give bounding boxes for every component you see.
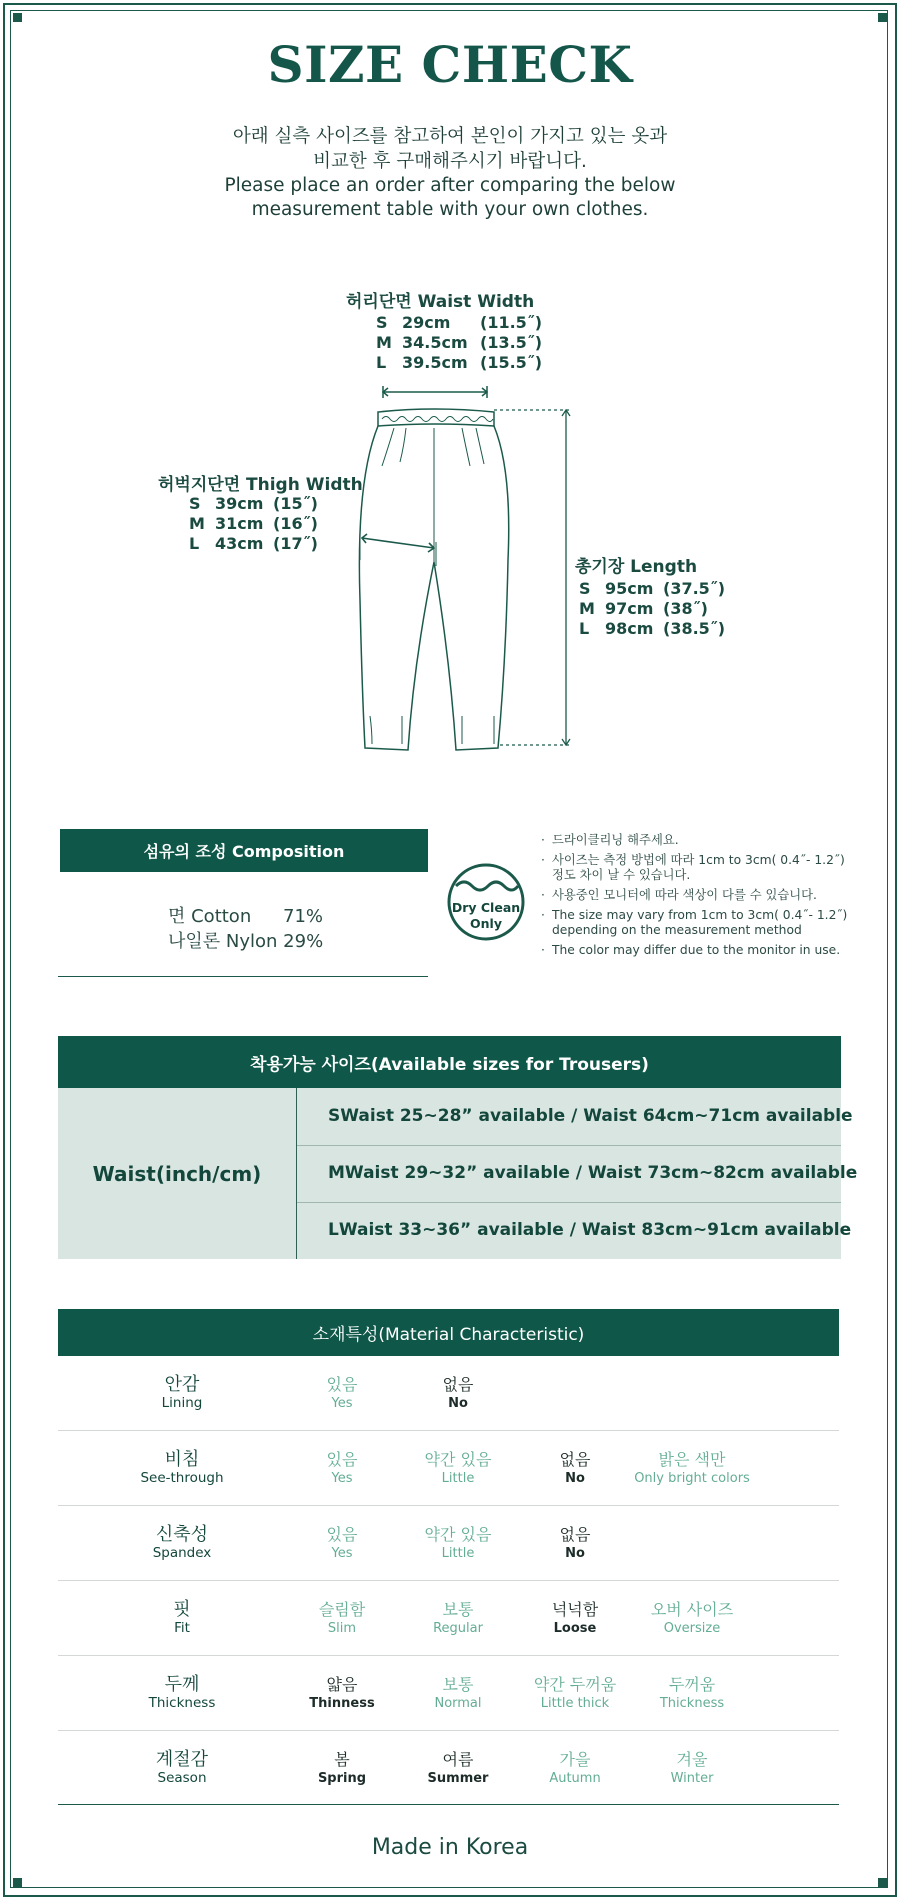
material-option bbox=[393, 1731, 523, 1806]
material-option bbox=[277, 1656, 407, 1731]
label-ko: 핏 bbox=[173, 1599, 191, 1620]
material-row-label bbox=[102, 1506, 262, 1581]
material-option bbox=[277, 1581, 407, 1656]
option-en: Yes bbox=[331, 1471, 353, 1486]
option-en: No bbox=[565, 1546, 585, 1561]
option-en: Regular bbox=[433, 1621, 483, 1636]
thigh-row: L 43cm (17˝) bbox=[189, 534, 318, 553]
option-en: Normal bbox=[434, 1696, 482, 1711]
material-option bbox=[627, 1581, 757, 1656]
composition-header: 섬유의 조성 Composition bbox=[60, 829, 428, 872]
material-row-label bbox=[102, 1356, 262, 1431]
option-en: Spring bbox=[317, 1771, 367, 1786]
material-option bbox=[277, 1506, 407, 1581]
option-ko: 봄 bbox=[334, 1750, 350, 1769]
label-ko: 안감 bbox=[164, 1374, 200, 1395]
available-sizes-table bbox=[58, 1088, 858, 1259]
waist-row: S 29cm (11.5˝) bbox=[376, 313, 543, 332]
length-title: 총기장 Length bbox=[575, 557, 698, 577]
available-row: M Waist 29~32” available / Waist 73cm~82cm available bbox=[328, 1163, 858, 1183]
care-note: · The size may vary from 1cm to 3cm( 0.4˝- 1.2˝) depending on the measurement method bbox=[540, 908, 860, 938]
page-title: SIZE CHECK bbox=[267, 35, 633, 94]
option-en: Thickness bbox=[659, 1696, 725, 1711]
option-en: Yes bbox=[331, 1396, 353, 1411]
option-ko: 겨울 bbox=[676, 1750, 708, 1769]
corner-square bbox=[13, 1878, 22, 1887]
option-ko: 있음 bbox=[326, 1525, 358, 1544]
material-option bbox=[277, 1431, 407, 1506]
material-option bbox=[277, 1356, 407, 1431]
label-ko: 두께 bbox=[164, 1674, 200, 1695]
material-option bbox=[393, 1581, 523, 1656]
available-row: L Waist 33~36” available / Waist 83cm~91cm available bbox=[328, 1220, 852, 1240]
available-sizes-header: 착용가능 사이즈(Available sizes for Trousers) bbox=[58, 1036, 841, 1088]
care-note: · 드라이클리닝 해주세요. bbox=[540, 833, 860, 848]
label-en: Fit bbox=[174, 1620, 190, 1636]
material-option bbox=[627, 1431, 757, 1506]
option-ko: 약간 있음 bbox=[424, 1525, 492, 1544]
option-en: No bbox=[448, 1396, 468, 1411]
care-notes bbox=[540, 833, 860, 963]
material-row bbox=[58, 1731, 839, 1806]
dry-clean-line2: Only bbox=[470, 916, 502, 931]
option-ko: 가을 bbox=[559, 1750, 591, 1769]
option-en: Summer bbox=[427, 1771, 489, 1786]
length-row: S 95cm (37.5˝) bbox=[579, 579, 726, 598]
option-ko: 약간 있음 bbox=[424, 1450, 492, 1469]
label-ko: 계절감 bbox=[155, 1749, 209, 1770]
material-option bbox=[510, 1656, 640, 1731]
label-ko: 신축성 bbox=[155, 1524, 209, 1545]
composition-row: 면 Cotton 71% bbox=[168, 906, 324, 927]
available-label: Waist(inch/cm) bbox=[92, 1161, 262, 1186]
label-en: Lining bbox=[161, 1395, 203, 1411]
intro-ko-line2: 비교한 후 구매해주시기 바랍니다. bbox=[313, 151, 587, 172]
option-en: Yes bbox=[331, 1546, 353, 1561]
option-ko: 여름 bbox=[442, 1750, 474, 1769]
option-ko: 보통 bbox=[442, 1600, 474, 1619]
material-option bbox=[510, 1581, 640, 1656]
option-en: Winter bbox=[670, 1771, 714, 1786]
care-note: · 사이즈는 측정 방법에 따라 1cm to 3cm( 0.4˝- 1.2˝) 정도 차이 날 수 있습니다. bbox=[540, 853, 860, 883]
length-row: L 98cm (38.5˝) bbox=[579, 619, 726, 638]
thigh-row: S 39cm (15˝) bbox=[189, 494, 318, 513]
option-en: Loose bbox=[553, 1621, 597, 1636]
intro-ko-line1: 아래 실측 사이즈를 참고하여 본인이 가지고 있는 옷과 bbox=[232, 126, 668, 147]
composition-divider bbox=[58, 976, 428, 977]
material-row bbox=[58, 1506, 839, 1581]
option-ko: 밝은 색만 bbox=[658, 1450, 726, 1469]
option-ko: 없음 bbox=[559, 1450, 591, 1469]
material-option bbox=[277, 1731, 407, 1806]
option-en: Little thick bbox=[540, 1696, 610, 1711]
option-ko: 오버 사이즈 bbox=[650, 1600, 734, 1619]
thigh-row: M 31cm (16˝) bbox=[189, 514, 318, 533]
label-en: Thickness bbox=[148, 1695, 216, 1711]
option-en: Thinness bbox=[309, 1696, 375, 1711]
material-option bbox=[393, 1506, 523, 1581]
material-option bbox=[393, 1431, 523, 1506]
material-row bbox=[58, 1656, 839, 1731]
option-ko: 보통 bbox=[442, 1675, 474, 1694]
label-en: Spandex bbox=[152, 1545, 212, 1561]
option-en: No bbox=[565, 1471, 585, 1486]
option-en: Oversize bbox=[663, 1621, 721, 1636]
corner-square bbox=[878, 1878, 887, 1887]
option-en: Little bbox=[441, 1471, 475, 1486]
material-bottom-divider bbox=[58, 1804, 839, 1805]
dry-clean-line1: Dry Clean bbox=[451, 900, 521, 915]
material-row-label bbox=[102, 1581, 262, 1656]
material-row-label bbox=[102, 1731, 262, 1806]
material-header: 소재특성(Material Characteristic) bbox=[58, 1309, 839, 1356]
material-option bbox=[627, 1656, 757, 1731]
option-ko: 없음 bbox=[442, 1375, 474, 1394]
option-ko: 두꺼움 bbox=[668, 1675, 716, 1694]
option-ko: 있음 bbox=[326, 1375, 358, 1394]
waist-row: M 34.5cm (13.5˝) bbox=[376, 333, 543, 352]
option-ko: 약간 두꺼움 bbox=[533, 1675, 617, 1694]
dry-clean-badge bbox=[446, 862, 526, 942]
label-en: See-through bbox=[140, 1470, 224, 1486]
material-row bbox=[58, 1356, 839, 1431]
option-en: Little bbox=[441, 1546, 475, 1561]
option-ko: 슬림함 bbox=[318, 1600, 366, 1619]
corner-square bbox=[878, 13, 887, 22]
option-ko: 넉넉함 bbox=[551, 1600, 599, 1619]
waist-row: L 39.5cm (15.5˝) bbox=[376, 353, 543, 372]
option-en: Only bright colors bbox=[634, 1471, 750, 1486]
material-row bbox=[58, 1431, 839, 1506]
corner-square bbox=[13, 13, 22, 22]
care-note: · 사용중인 모니터에 따라 색상이 다를 수 있습니다. bbox=[540, 888, 860, 903]
intro-en-line2: measurement table with your own clothes. bbox=[251, 199, 649, 220]
option-en: Autumn bbox=[549, 1771, 601, 1786]
option-ko: 있음 bbox=[326, 1450, 358, 1469]
material-option bbox=[510, 1506, 640, 1581]
label-ko: 비침 bbox=[164, 1449, 200, 1470]
option-ko: 얇음 bbox=[326, 1675, 358, 1694]
label-en: Season bbox=[157, 1770, 207, 1786]
available-row: S Waist 25~28” available / Waist 64cm~71cm available bbox=[328, 1106, 853, 1126]
option-en: Slim bbox=[327, 1621, 357, 1636]
trousers-illustration bbox=[340, 380, 580, 760]
intro-en-line1: Please place an order after comparing the below bbox=[224, 175, 676, 196]
composition-row: 나일론 Nylon 29% bbox=[168, 931, 324, 952]
option-ko: 없음 bbox=[559, 1525, 591, 1544]
material-option bbox=[393, 1656, 523, 1731]
material-option bbox=[510, 1731, 640, 1806]
care-note: · The color may differ due to the monitor in use. bbox=[540, 943, 860, 958]
length-row: M 97cm (38˝) bbox=[579, 599, 708, 618]
made-in-label: Made in Korea bbox=[371, 1835, 529, 1860]
material-option bbox=[510, 1431, 640, 1506]
thigh-title: 허벅지단면 Thigh Width bbox=[158, 475, 363, 495]
waist-title: 허리단면 Waist Width bbox=[346, 292, 535, 312]
material-row-label bbox=[102, 1656, 262, 1731]
material-row bbox=[58, 1581, 839, 1656]
material-option bbox=[627, 1731, 757, 1806]
material-row-label bbox=[102, 1431, 262, 1506]
material-option bbox=[393, 1356, 523, 1431]
